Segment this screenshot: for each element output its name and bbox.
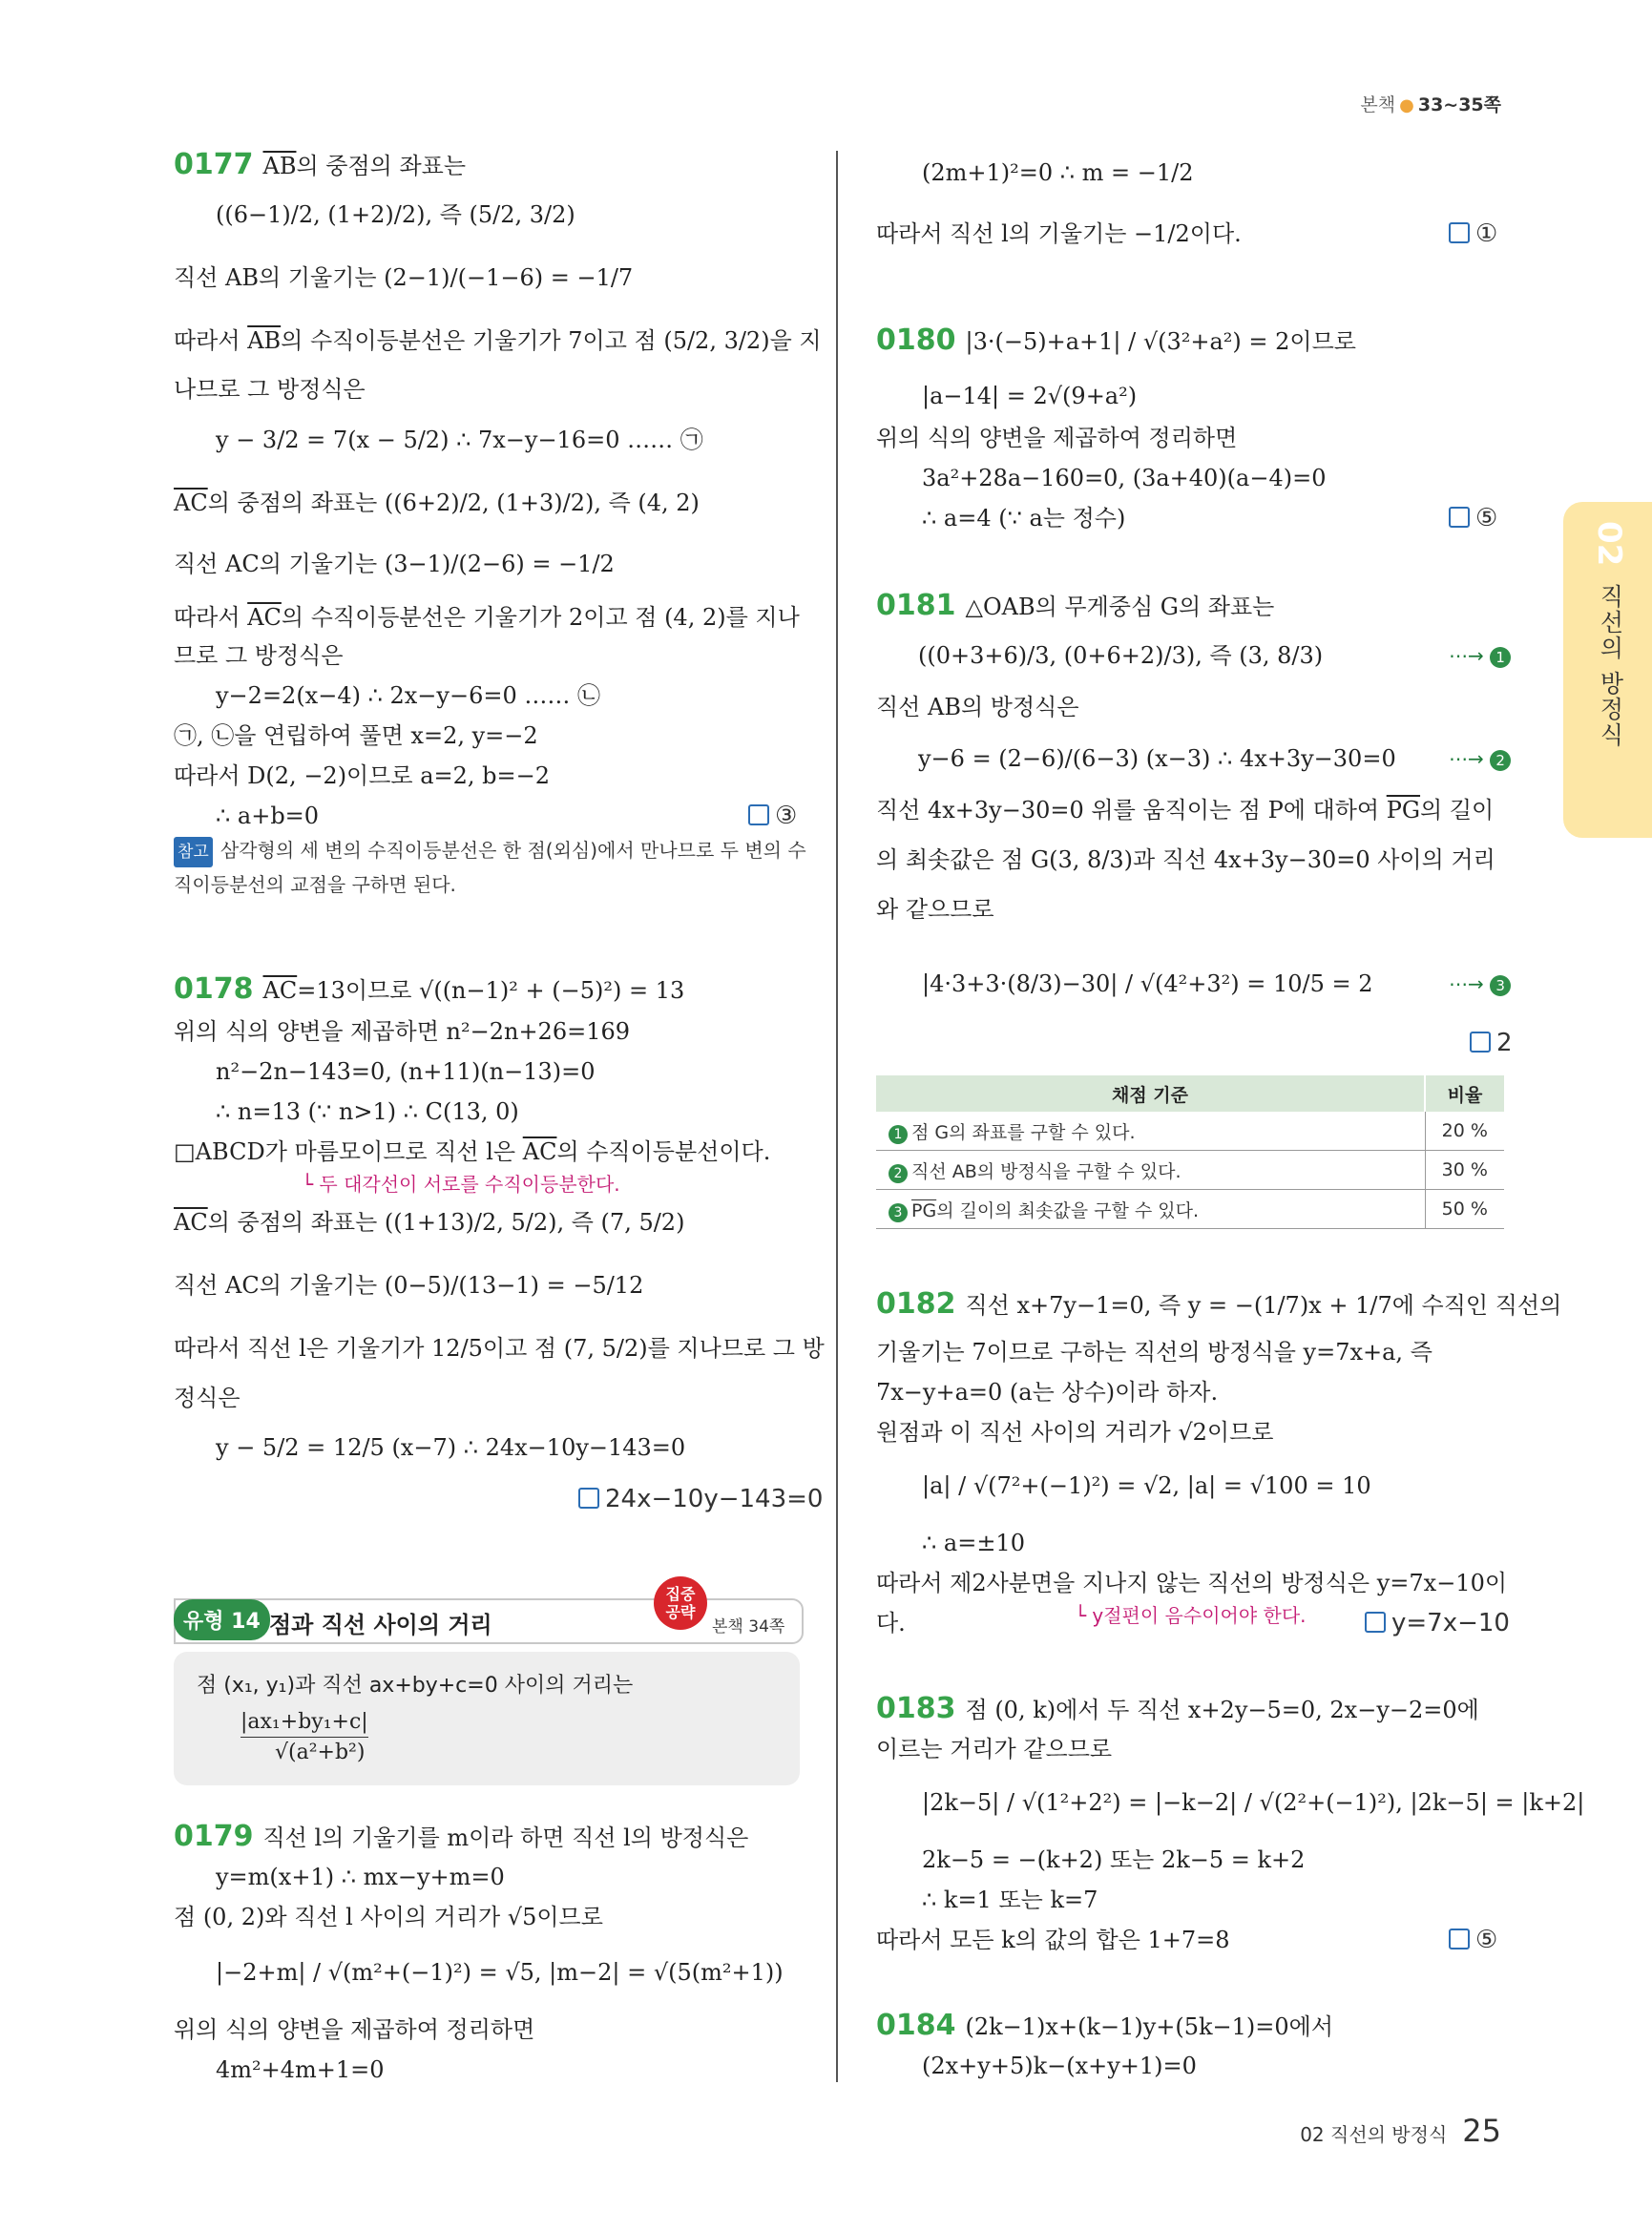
problem-number: 0182 [876,1287,956,1321]
answer-0181 [1470,1029,1513,1057]
problem-0177-line3: 직선 AB의 기울기는 (2−1)/(−1−6) = −1/7 [174,264,634,291]
problem-0178-line9: 정식은 [174,1385,240,1411]
text: 의 길이 [1420,797,1495,824]
segment-label: $\overline{PG}$ [911,1199,937,1221]
problem-0182-note: └ y절편이 음수이어야 한다. [1075,1604,1307,1627]
problem-number: 0180 [876,323,956,357]
problem-0183-line2: 이르는 거리가 같으므로 [876,1736,1113,1762]
problem-0179-line4: |−2+m| / √(m²+(−1)²) = √5, |m−2| = √(5(m²+1)) [216,1959,784,1986]
problem-0182-line7: 따라서 제2사분면을 지나지 않는 직선의 방정식은 y=7x−10이 [876,1570,1508,1596]
segment-label: $\overline{AC}$ [262,977,298,1004]
text: 의 중점의 좌표는 ((6+2)/2, (1+3)/2), 즉 (4, 2) [207,490,700,516]
problem-0178-line10: y − 5/2 = 12/5 (x−7) ∴ 24x−10y−143=0 [216,1434,686,1461]
page-footer [1300,2113,1501,2149]
text: 직선 l의 기울기를 m이라 하면 직선 l의 방정식은 [262,1824,749,1851]
answer-icon [578,1488,599,1509]
book-page-ref: 본책 34쪽 [712,1617,785,1637]
answer-0182 [1365,1609,1510,1637]
ratio-header: 비율 [1425,1075,1504,1112]
chapter-side-tab [1563,502,1652,838]
problem-number: 0184 [876,2009,956,2042]
step-marker-2: ⋯→ 2 [1449,744,1511,773]
problem-0182-line4: 원점과 이 직선 사이의 거리가 √2이므로 [876,1419,1274,1446]
step-marker-3: ⋯→ 3 [1449,970,1511,998]
problem-number: 0181 [876,589,956,622]
answer-icon [1365,1612,1386,1633]
answer-0177 [748,802,797,830]
problem-0177-line12: ㉠, ㉡을 연립하여 풀면 x=2, y=−2 [174,722,538,749]
answer-value: 24x−10y−143=0 [605,1485,824,1513]
ratio-cell: 50 % [1425,1190,1504,1229]
step-number: 3 [1490,975,1511,996]
page-reference [1360,91,1501,116]
problem-0183-line3: |2k−5| / √(1²+2²) = |−k−2| / √(2²+(−1)²), |2k−5| = |k+2| [922,1789,1585,1816]
text: 의 수직이등분선은 기울기가 7이고 점 (5/2, 3/2)을 지 [281,327,822,354]
type-title: 점과 직선 사이의 거리 [269,1612,492,1638]
problem-0179-line1 [174,1820,749,1853]
grading-row [876,1112,1504,1151]
type-badge: 유형 14 [174,1599,270,1640]
problem-0177-line1 [174,148,467,181]
grading-header-row [876,1075,1504,1112]
segment-label: $\overline{AB}$ [262,153,297,179]
criteria-number: 3 [889,1203,908,1222]
problem-0181-line4: y−6 = (2−6)/(6−3) (x−3) ∴ 4x+3y−30=0 [918,745,1396,772]
reference-text: 삼각형의 세 변의 수직이등분선은 한 점(외심)에서 만나므로 두 변의 수 [220,839,806,862]
problem-0181-line2: ((0+3+6)/3, (0+6+2)/3), 즉 (3, 8/3) [918,642,1324,669]
step-number: 1 [1490,647,1511,668]
answer-0179 [1449,219,1497,248]
criteria-cell [876,1151,1425,1190]
answer-value: ⑤ [1475,1926,1498,1954]
text: =13이므로 √((n−1)² + (−5)²) = 13 [297,977,685,1004]
problem-0177-line7 [174,489,700,517]
text: △OAB의 무게중심 G의 좌표는 [965,594,1275,620]
problem-0184-line1 [876,2009,1334,2042]
problem-0178-line8: 따라서 직선 l은 기울기가 12/5이고 점 (7, 5/2)를 지나므로 그 방 [174,1335,825,1362]
problem-0184-line2: (2x+y+5)k−(x+y+1)=0 [922,2053,1197,2079]
answer-0180 [1449,504,1497,532]
segment-label: $\overline{AC}$ [247,604,282,631]
text: (2k−1)x+(k−1)y+(5k−1)=0에서 [965,2013,1334,2040]
problem-0181-line5 [876,796,1494,824]
problem-0179-line3: 점 (0, 2)와 직선 l 사이의 거리가 √5이므로 [174,1904,603,1930]
problem-0181-line6: 의 최솟값은 점 G(3, 8/3)과 직선 4x+3y−30=0 사이의 거리 [876,846,1495,873]
answer-icon [1449,507,1470,528]
text: 의 중점의 좌표는 ((1+13)/2, 5/2), 즉 (7, 5/2) [207,1209,685,1236]
criteria-number: 2 [889,1164,908,1183]
problem-0178-line7: 직선 AC의 기울기는 (0−5)/(13−1) = −5/12 [174,1272,644,1299]
ratio-cell: 20 % [1425,1112,1504,1151]
problem-0181-line7: 와 같으므로 [876,896,994,923]
grading-row [876,1190,1504,1229]
problem-0178-line1 [174,972,685,1006]
text: 점 (0, k)에서 두 직선 x+2y−5=0, 2x−y−2=0에 [965,1697,1479,1723]
problem-0183-line1 [876,1692,1479,1725]
ratio-cell: 30 % [1425,1151,1504,1190]
problem-0182-line8: 다. [876,1610,906,1637]
text: 따라서 [174,327,248,354]
reference-note-line2: 직이등분선의 교점을 구하면 된다. [174,873,456,896]
chapter-title: 직선의 방정식 [1597,584,1624,748]
problem-0179-line5: 위의 식의 양변을 제곱하여 정리하면 [174,2016,535,2043]
problem-number: 0179 [174,1820,254,1853]
segment-label: $\overline{PG}$ [1386,797,1421,824]
problem-0180-line5: ∴ a=4 (∵ a는 정수) [922,505,1126,532]
criteria-cell [876,1112,1425,1151]
problem-0178-line4: ∴ n=13 (∵ n>1) ∴ C(13, 0) [216,1098,519,1125]
problem-0178-note: └ 두 대각선이 서로를 수직이등분한다. [302,1173,620,1196]
answer-icon [1449,1929,1470,1950]
problem-0179-line2: y=m(x+1) ∴ mx−y+m=0 [216,1864,505,1890]
footer-chapter: 02 직선의 방정식 [1300,2123,1448,2146]
answer-value: ① [1475,219,1498,248]
page-number: 25 [1462,2113,1501,2149]
problem-0181-line1 [876,589,1275,622]
dot-icon: ● [1399,95,1414,115]
problem-0177-line14: ∴ a+b=0 [216,803,320,829]
problem-0181-line3: 직선 AB의 방정식은 [876,694,1079,720]
criteria-number: 1 [889,1125,908,1144]
problem-0179c-line2: 따라서 직선 l의 기울기는 −1/2이다. [876,220,1242,247]
reference-note [174,836,806,867]
problem-0183-line4: 2k−5 = −(k+2) 또는 2k−5 = k+2 [922,1846,1306,1873]
formula-numerator: |ax₁+by₁+c| [240,1708,368,1738]
answer-0183 [1449,1926,1497,1954]
problem-0177-line2: ((6−1)/2, (1+2)/2), 즉 (5/2, 3/2) [216,201,575,228]
page-range: 33~35쪽 [1417,94,1501,115]
segment-label: $\overline{AB}$ [247,327,282,354]
criteria-text: 의 길이의 최솟값을 구할 수 있다. [936,1199,1200,1221]
problem-0180-line1 [876,323,1356,357]
segment-label: $\overline{AC}$ [174,1209,208,1236]
text: 의 중점의 좌표는 [296,153,467,179]
text: 직선 4x+3y−30=0 위를 움직이는 점 P에 대하여 [876,797,1387,824]
grading-row [876,1151,1504,1190]
problem-0177-line11: y−2=2(x−4) ∴ 2x−y−6=0 …… ㉡ [216,682,600,709]
problem-0178-line3: n²−2n−143=0, (n+11)(n−13)=0 [216,1058,596,1085]
problem-0177-line13: 따라서 D(2, −2)이므로 a=2, b=−2 [174,762,551,789]
problem-number: 0183 [876,1692,956,1725]
text: 의 수직이등분선이다. [556,1138,771,1165]
reference-tag: 참고 [174,837,213,867]
problem-0177-line8: 직선 AC의 기울기는 (3−1)/(2−6) = −1/2 [174,551,615,577]
grading-table [876,1075,1504,1229]
chapter-number: 02 [1590,521,1628,567]
answer-0178 [578,1485,823,1513]
text: |3·(−5)+a+1| / √(3²+a²) = 2이므로 [965,328,1356,355]
criteria-text: 점 G의 좌표를 구할 수 있다. [911,1121,1136,1143]
problem-0177-line4 [174,326,822,355]
problem-0180-line2: |a−14| = 2√(9+a²) [922,383,1138,409]
problem-0180-line4: 3a²+28a−160=0, (3a+40)(a−4)=0 [922,465,1327,491]
problem-0183-line5: ∴ k=1 또는 k=7 [922,1887,1098,1913]
formula-denominator: √(a²+b²) [275,1741,366,1764]
answer-icon [1470,1032,1491,1053]
criteria-cell [876,1190,1425,1229]
problem-0177-line10: 므로 그 방정식은 [174,642,344,669]
answer-icon [748,804,769,825]
formula-text: 점 (x₁, y₁)과 직선 ax+by+c=0 사이의 거리는 [197,1674,634,1698]
problem-0183-line6: 따라서 모든 k의 값의 합은 1+7=8 [876,1927,1230,1953]
problem-0178-line5 [174,1137,770,1166]
text: 따라서 [174,604,248,631]
answer-value: ③ [775,802,798,830]
problem-0178-line6 [174,1208,684,1237]
book-label: 본책 [1360,94,1396,115]
segment-label: $\overline{AC}$ [174,490,208,516]
problem-0180-line3: 위의 식의 양변을 제곱하여 정리하면 [876,425,1238,451]
answer-icon [1449,222,1470,243]
problem-0178-line2: 위의 식의 양변을 제곱하면 n²−2n+26=169 [174,1018,631,1045]
focus-badge [654,1576,707,1630]
focus-text: 집중 공략 [665,1585,696,1621]
text: 의 수직이등분선은 기울기가 2이고 점 (4, 2)를 지나 [281,604,800,631]
answer-value: ⑤ [1475,504,1498,532]
problem-0179c-line1: (2m+1)²=0 ∴ m = −1/2 [922,159,1194,186]
problem-0177-line6: y − 3/2 = 7(x − 5/2) ∴ 7x−y−16=0 …… ㉠ [216,427,703,453]
problem-number: 0177 [174,148,254,181]
answer-value: 2 [1496,1029,1513,1057]
problem-0182-line2: 기울기는 7이므로 구하는 직선의 방정식을 y=7x+a, 즉 [876,1339,1432,1366]
text: □ABCD가 마름모이므로 직선 l은 [174,1138,523,1165]
problem-0177-line9 [174,603,800,632]
step-number: 2 [1490,750,1511,771]
problem-0179-line6: 4m²+4m+1=0 [216,2056,385,2083]
criteria-header: 채점 기준 [876,1075,1425,1112]
problem-0182-line3: 7x−y+a=0 (a는 상수)이라 하자. [876,1379,1219,1406]
column-divider [836,151,838,2082]
step-marker-1: ⋯→ 1 [1449,641,1511,670]
problem-0182-line6: ∴ a=±10 [922,1530,1025,1556]
segment-label: $\overline{AC}$ [522,1138,557,1165]
problem-0177-line5: 나므로 그 방정식은 [174,376,366,403]
problem-0182-line1 [876,1287,1562,1321]
text: 직선 x+7y−1=0, 즉 y = −(1/7)x + 1/7에 수직인 직선의 [965,1292,1562,1319]
problem-0182-line5: |a| / √(7²+(−1)²) = √2, |a| = √100 = 10 [922,1472,1371,1499]
problem-0181-line8: |4·3+3·(8/3)−30| / √(4²+3²) = 10/5 = 2 [922,970,1373,997]
answer-value: y=7x−10 [1391,1609,1510,1637]
problem-number: 0178 [174,972,254,1006]
criteria-text: 직선 AB의 방정식을 구할 수 있다. [911,1160,1181,1182]
